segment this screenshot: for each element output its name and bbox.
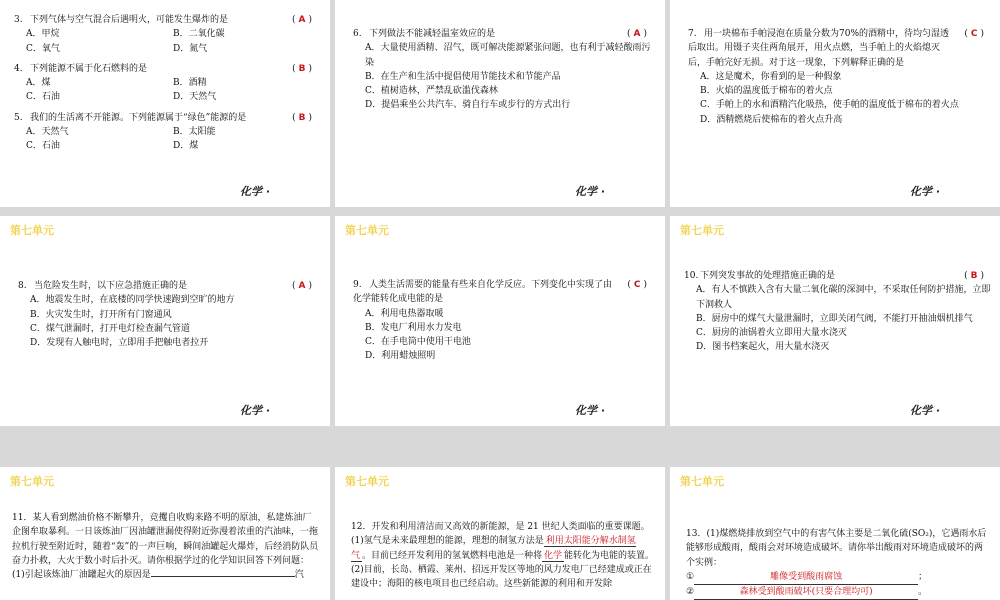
- option: B．二氧化碳: [173, 29, 225, 40]
- question-stem: [353, 27, 655, 41]
- option: C．石油: [26, 92, 60, 103]
- answer-letter: B: [298, 63, 306, 74]
- question: [353, 27, 655, 113]
- question: [18, 279, 320, 350]
- slide-content: [351, 520, 655, 591]
- answer-letter: A: [298, 281, 306, 291]
- answer-letter: C: [970, 29, 978, 39]
- options-list: [688, 70, 992, 127]
- question-number: 4.: [14, 63, 23, 74]
- bracket-close: ): [643, 29, 647, 39]
- text-run: 能转化为电能的装置。: [564, 550, 655, 561]
- option: C．厨房的油锅着火立即用大量水浇灭: [696, 328, 847, 339]
- option: D．图书档案起火，用大量水浇灭: [696, 342, 830, 353]
- option: D．氮气: [173, 43, 208, 54]
- answer-bracket: [292, 13, 312, 27]
- option: D．利用蜡烛照明: [365, 351, 436, 362]
- slide-content: [684, 269, 992, 355]
- text-run: (1)引起该炼油厂油罐起火的原因是: [12, 570, 151, 581]
- slide-content: [18, 279, 320, 350]
- option: B．火焰的温度低于棉布的着火点: [700, 86, 833, 97]
- option: C．石油: [26, 141, 60, 152]
- option: C．植树造林，严禁乱砍滥伐森林: [365, 86, 498, 97]
- text-run: (1)氢气是未来最理想的能源，理想的制氢方法是: [351, 536, 544, 547]
- question-text: 当危险发生时，以下应急措施正确的是: [34, 281, 188, 291]
- option: A．利用电热器取暖: [365, 308, 444, 319]
- question-number: 3.: [14, 15, 23, 25]
- text-run: 。目前已经开发利用的氢氧燃料电池是一种将: [362, 550, 543, 561]
- question-number: 8.: [18, 281, 27, 291]
- text-run: ②: [686, 587, 695, 598]
- text-run: ①: [686, 571, 695, 582]
- option: C．手帕上的水和酒精汽化吸热，使手帕的温度低于棉布的着火点: [700, 100, 959, 111]
- unit-header: 第七单元: [345, 475, 389, 488]
- slide-footer: 化学 ·: [909, 185, 940, 198]
- slide-content: [686, 527, 988, 600]
- answer-blank: [151, 576, 295, 577]
- question: [14, 13, 320, 56]
- answer-letter: B: [298, 112, 306, 123]
- option: A．大量使用酒精、沼气，既可解决能源紧张问题，也有利于减轻酸雨污染: [365, 43, 651, 68]
- bracket-close: ): [308, 15, 312, 25]
- question-body: [351, 520, 655, 591]
- question-body: [12, 511, 320, 582]
- options-list: [14, 76, 320, 105]
- slide-content: [12, 511, 320, 582]
- slide-9: [670, 467, 1000, 600]
- option: B．厨房中的煤气大量泄漏时，立即关闭气阀，不能打开抽油烟机排气: [696, 313, 973, 324]
- options-list: [14, 125, 320, 154]
- option: A．煤: [26, 78, 51, 89]
- bracket-close: ): [980, 271, 984, 281]
- bracket-open: (: [292, 63, 296, 74]
- options-list: [353, 41, 655, 112]
- text-run: ；: [918, 571, 928, 582]
- option: C．氧气: [26, 43, 60, 54]
- options-list: [14, 27, 320, 56]
- answer-bracket: [292, 279, 312, 293]
- question-stem: [18, 279, 320, 293]
- bracket-open: (: [292, 281, 296, 291]
- text-run: 汽: [294, 570, 304, 581]
- question-stem: [353, 278, 655, 307]
- answer-blank: 化学: [544, 550, 563, 561]
- bracket-open: (: [627, 280, 631, 290]
- bracket-open: (: [964, 271, 968, 281]
- options-list: [18, 293, 320, 350]
- question-number: 9.: [353, 280, 362, 290]
- text-run: 11．某人看到燃油价格不断攀升，竞攫自收购来路不明的原油，私建炼油厂企图牟取暴利。一日该炼油厂因油罐泄漏使得附近弥漫着浓重的汽油味，一拖拉机行驶至附近时，随着“轰”的一声巨响，瞬间油罐起火爆炸，后经消防队员奋力扑救，大火于数小时后扑灭。请你根据学过的化学知识回答下列问题：: [12, 513, 319, 566]
- slide-6: [670, 216, 1000, 426]
- answer-bracket: [627, 278, 647, 292]
- option: A．有人不慎跌入含有大量二氧化碳的深洞中，不采取任何防护措施，立即下洞救人: [696, 285, 991, 310]
- question-body: [686, 527, 988, 600]
- slide-7: [0, 467, 330, 600]
- question-stem: [684, 269, 992, 283]
- question-text: 下列突发事故的处理措施正确的是: [700, 271, 836, 281]
- answer-bracket: [964, 269, 984, 283]
- question-number: 10.: [684, 271, 699, 281]
- text-run: 。: [918, 587, 928, 598]
- bracket-close: ): [643, 280, 647, 290]
- bracket-open: (: [292, 15, 296, 25]
- slide-5: [335, 216, 665, 426]
- answer-letter: A: [633, 29, 641, 39]
- question: [353, 278, 655, 364]
- answer-bracket: [964, 27, 984, 41]
- slide-content: [14, 13, 320, 154]
- slide-4: [0, 216, 330, 426]
- slide-footer: 化学 ·: [239, 404, 270, 417]
- answer-letter: C: [633, 280, 641, 290]
- option: C．在手电筒中使用干电池: [365, 337, 471, 348]
- option: D．酒精燃烧后使棉布的着火点升高: [700, 114, 843, 125]
- option: A．地震发生时，在底楼的同学快速跑到空旷的地方: [30, 295, 235, 306]
- option: A．这是魔术，你看到的是一种假象: [700, 71, 842, 82]
- slide-8: [335, 467, 665, 600]
- question-text: 用一块棉布手帕浸泡在质量分数为70%的酒精中，待均匀湿透后取出。用镊子夹住两角展开，用火点燃，当手帕上的火焰熄灭后，手帕完好无损。对于这一现象，下列解释正确的是: [688, 29, 950, 68]
- unit-header: 第七单元: [10, 224, 54, 237]
- option: B．在生产和生活中提倡使用节能技术和节能产品: [365, 71, 561, 82]
- question-text: 下列气体与空气混合后遇明火，可能发生爆炸的是: [30, 15, 229, 25]
- bracket-open: (: [292, 112, 296, 123]
- bracket-close: ): [980, 29, 984, 39]
- question-stem: [14, 62, 320, 76]
- bracket-close: ): [308, 281, 312, 291]
- option: A．甲烷: [26, 29, 60, 40]
- answer-blank: 雕像受到酸雨腐蚀: [694, 570, 918, 585]
- question-text: 下列能源不属于化石燃料的是: [30, 63, 148, 74]
- answer-blank: 利用太阳能分解水制氢气: [351, 536, 636, 561]
- slide-footer: 化学 ·: [574, 185, 605, 198]
- text-run: 13．(1)煤燃烧排放到空气中的有害气体主要是二氧化硫(SO₂)，它遇雨水后能够形成酸雨，酸雨会对环境造成破坏。请你举出酸雨对环境造成破坏的两个实例：: [686, 529, 987, 568]
- question: [14, 62, 320, 105]
- question: [14, 111, 320, 154]
- option: C．煤气泄漏时，打开电灯检查漏气管道: [30, 323, 190, 334]
- slide-footer: 化学 ·: [909, 404, 940, 417]
- question: [688, 27, 992, 127]
- bracket-open: (: [964, 29, 968, 39]
- option: B．发电厂利用水力发电: [365, 322, 462, 333]
- answer-bracket: [292, 111, 312, 125]
- bracket-open: (: [627, 29, 631, 39]
- option: D．发现有人触电时，立即用手把触电者拉开: [30, 338, 209, 349]
- slide-content: [688, 27, 992, 127]
- bracket-close: ): [308, 112, 312, 123]
- question: [684, 269, 992, 355]
- slide-footer: 化学 ·: [239, 185, 270, 198]
- options-list: [353, 307, 655, 364]
- option: B．太阳能: [173, 127, 216, 138]
- slide-2: [335, 0, 665, 207]
- slide-footer: 化学 ·: [574, 404, 605, 417]
- question-text: 我们的生活离不开能源。下列能源属于“绿色”能源的是: [30, 112, 247, 123]
- question-stem: [688, 27, 992, 70]
- question-number: 5.: [14, 112, 23, 123]
- option: D．天然气: [173, 92, 217, 103]
- answer-blank: 森林受到酸雨破坏(只要合理均可): [694, 585, 918, 600]
- unit-header: 第七单元: [680, 475, 724, 488]
- question-number: 6.: [353, 29, 362, 39]
- question-stem: [14, 13, 320, 27]
- option: D．提倡乘坐公共汽车、骑自行车或步行的方式出行: [365, 100, 571, 111]
- option: B．火灾发生时，打开所有门窗通风: [30, 309, 172, 320]
- slide-content: [353, 278, 655, 364]
- question-number: 7.: [688, 29, 697, 39]
- slide-3: [670, 0, 1000, 207]
- question-stem: [14, 111, 320, 125]
- answer-letter: B: [970, 271, 978, 281]
- slide-1: [0, 0, 330, 207]
- answer-letter: A: [298, 15, 306, 25]
- text-run: 12．开发和利用清洁而又高效的新能源，是 21 世纪人类面临的重要课题。: [351, 522, 650, 532]
- answer-bracket: [627, 27, 647, 41]
- text-run: (2)目前，长岛、栖霞、莱州、招远开发区等地的风力发电厂已经建成或正在建设中；海阳的核电项目也已经启动。这些新能源的利用和开发除: [351, 564, 652, 590]
- answer-bracket: [292, 62, 312, 76]
- option: B．酒精: [173, 78, 207, 89]
- options-list: [684, 283, 992, 354]
- unit-header: 第七单元: [345, 224, 389, 237]
- option: A．天然气: [26, 127, 69, 138]
- question-text: 人类生活需要的能量有些来自化学反应。下列变化中实现了由化学能转化成电能的是: [353, 280, 613, 305]
- question-text: 下列做法不能减轻温室效应的是: [369, 29, 496, 39]
- slide-content: [353, 27, 655, 113]
- option: D．煤: [173, 141, 199, 152]
- unit-header: 第七单元: [10, 475, 54, 488]
- bracket-close: ): [308, 63, 312, 74]
- unit-header: 第七单元: [680, 224, 724, 237]
